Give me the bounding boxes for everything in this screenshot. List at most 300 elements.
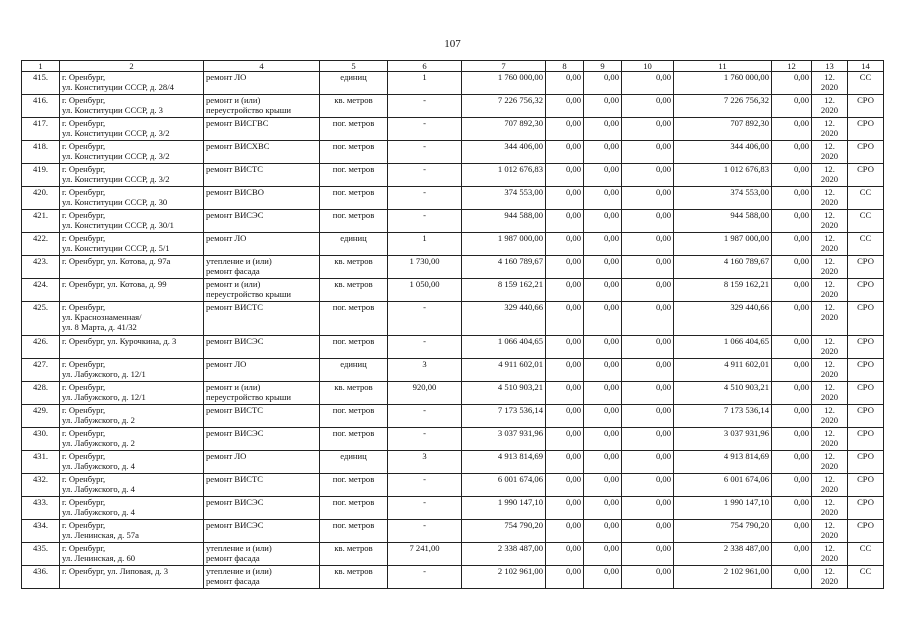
amount-cell: 0,00 [622,72,674,95]
amount-cell: 0,00 [584,451,622,474]
fund-amount-cell: 4 911 602,01 [674,359,772,382]
unit-cell: кв. метров [320,543,388,566]
column-header: 10 [622,61,674,72]
unit-cell: пог. метров [320,405,388,428]
term-cell [812,72,848,95]
work-type-cell [204,95,320,118]
amount-cell: 0,00 [584,164,622,187]
row-number-cell: 423. [22,256,60,279]
unit-cell: кв. метров [320,95,388,118]
quantity-cell: 3 [388,451,462,474]
amount-cell: 0,00 [546,187,584,210]
cell-line: 12. [824,336,835,346]
work-type-cell [204,474,320,497]
address-cell [60,428,204,451]
work-type-cell [204,566,320,589]
method-cell: СС [848,566,884,589]
amount-cell: 0,00 [546,279,584,302]
cell-line: г. Оренбург, ул. Липовая, д. 3 [62,566,169,576]
total-cost-cell: 2 338 487,00 [462,543,546,566]
amount-cell: 0,00 [772,233,812,256]
cell-line: 2020 [820,312,839,322]
cell-line: 2020 [820,197,839,207]
row-number-cell: 417. [22,118,60,141]
cell-line: 12. [824,233,835,243]
address-cell [60,302,204,336]
cell-line: 2020 [820,507,839,517]
amount-cell: 0,00 [622,543,674,566]
cell-line: ул. Лабужского, д. 4 [62,507,135,517]
cell-line: ул. Лабужского, д. 12/1 [62,369,146,379]
amount-cell: 0,00 [622,451,674,474]
cell-line: ул. Лабужского, д. 4 [62,461,135,471]
cell-line: ул. Конституции СССР, д. 3 [62,105,163,115]
fund-amount-cell: 3 037 931,96 [674,428,772,451]
term-cell [812,279,848,302]
total-cost-cell: 329 440,66 [462,302,546,336]
work-type-cell [204,405,320,428]
cell-line: 2020 [820,576,839,586]
amount-cell: 0,00 [772,336,812,359]
amount-cell: 0,00 [772,543,812,566]
amount-cell: 0,00 [546,382,584,405]
method-cell: СРО [848,302,884,336]
method-cell: СРО [848,405,884,428]
fund-amount-cell: 374 553,00 [674,187,772,210]
amount-cell: 0,00 [772,95,812,118]
work-type-cell [204,72,320,95]
amount-cell: 0,00 [772,428,812,451]
cell-line: переустройство крыши [206,105,291,115]
total-cost-cell: 2 102 961,00 [462,566,546,589]
total-cost-cell: 8 159 162,21 [462,279,546,302]
cell-line: ремонт ВИСЭС [206,210,264,220]
amount-cell: 0,00 [584,520,622,543]
method-cell: СРО [848,520,884,543]
amount-cell: 0,00 [546,566,584,589]
unit-cell: пог. метров [320,428,388,451]
amount-cell: 0,00 [584,118,622,141]
column-header: 5 [320,61,388,72]
table-row [22,210,884,233]
cell-line: ремонт ЛО [206,451,247,461]
method-cell: СРО [848,428,884,451]
table-row [22,233,884,256]
fund-amount-cell: 4 913 814,69 [674,451,772,474]
column-header: 7 [462,61,546,72]
quantity-cell: - [388,187,462,210]
amount-cell: 0,00 [772,118,812,141]
table-row [22,382,884,405]
term-cell [812,95,848,118]
amount-cell: 0,00 [584,428,622,451]
address-cell [60,141,204,164]
amount-cell: 0,00 [622,405,674,428]
cell-line: 2020 [820,220,839,230]
column-number-header-row [22,61,884,72]
row-number-cell: 436. [22,566,60,589]
cell-line: ремонт и (или) [206,279,261,289]
method-cell: СРО [848,141,884,164]
amount-cell: 0,00 [584,256,622,279]
amount-cell: 0,00 [584,279,622,302]
term-cell [812,302,848,336]
cell-line: ремонт ВИСЭС [206,497,264,507]
fund-amount-cell: 707 892,30 [674,118,772,141]
cell-line: 2020 [820,392,839,402]
fund-amount-cell: 4 160 789,67 [674,256,772,279]
total-cost-cell: 707 892,30 [462,118,546,141]
amount-cell: 0,00 [622,210,674,233]
amount-cell: 0,00 [584,95,622,118]
method-cell: СРО [848,279,884,302]
cell-line: ул. Конституции СССР, д. 3/2 [62,151,170,161]
cell-line: 2020 [820,289,839,299]
address-cell [60,474,204,497]
fund-amount-cell: 7 173 536,14 [674,405,772,428]
cell-line: г. Оренбург, [62,520,106,530]
quantity-cell: 920,00 [388,382,462,405]
amount-cell: 0,00 [546,72,584,95]
cell-line: г. Оренбург, [62,233,106,243]
row-number-cell: 431. [22,451,60,474]
fund-amount-cell: 1 987 000,00 [674,233,772,256]
row-number-cell: 415. [22,72,60,95]
cell-line: утепление и (или) [206,543,272,553]
amount-cell: 0,00 [584,302,622,336]
amount-cell: 0,00 [584,72,622,95]
address-cell [60,382,204,405]
cell-line: ремонт ВИСЭС [206,336,264,346]
address-cell [60,118,204,141]
cell-line: г. Оренбург, [62,405,106,415]
unit-cell: пог. метров [320,520,388,543]
cell-line: ремонт ВИСТС [206,405,264,415]
method-cell: СРО [848,95,884,118]
cell-line: 12. [824,474,835,484]
cell-line: ул. 8 Марта, д. 41/32 [62,322,137,332]
amount-cell: 0,00 [584,382,622,405]
cell-line: 2020 [820,128,839,138]
unit-cell: пог. метров [320,474,388,497]
total-cost-cell: 1 987 000,00 [462,233,546,256]
column-header: 2 [60,61,204,72]
unit-cell: пог. метров [320,141,388,164]
cell-line: ул. Конституции СССР, д. 28/4 [62,82,174,92]
cell-line: ремонт и (или) [206,382,261,392]
cell-line: 12. [824,210,835,220]
address-cell [60,359,204,382]
amount-cell: 0,00 [772,256,812,279]
column-header: 8 [546,61,584,72]
term-cell [812,566,848,589]
amount-cell: 0,00 [622,302,674,336]
row-number-cell: 424. [22,279,60,302]
amount-cell: 0,00 [772,164,812,187]
cell-line: г. Оренбург, [62,497,106,507]
amount-cell: 0,00 [622,520,674,543]
table-row [22,118,884,141]
quantity-cell: 7 241,00 [388,543,462,566]
row-number-cell: 427. [22,359,60,382]
table-row [22,336,884,359]
cell-line: 12. [824,497,835,507]
work-type-cell [204,336,320,359]
unit-cell: пог. метров [320,187,388,210]
total-cost-cell: 3 037 931,96 [462,428,546,451]
table-row [22,474,884,497]
total-cost-cell: 754 790,20 [462,520,546,543]
amount-cell: 0,00 [584,359,622,382]
quantity-cell: - [388,210,462,233]
amount-cell: 0,00 [622,428,674,451]
quantity-cell: 1 [388,233,462,256]
cell-line: 2020 [820,174,839,184]
cell-line: 2020 [820,105,839,115]
cell-line: ул. Конституции СССР, д. 3/2 [62,174,170,184]
amount-cell: 0,00 [584,233,622,256]
fund-amount-cell: 4 510 903,21 [674,382,772,405]
address-cell [60,95,204,118]
amount-cell: 0,00 [584,336,622,359]
amount-cell: 0,00 [584,141,622,164]
quantity-cell: - [388,141,462,164]
cell-line: г. Оренбург, [62,187,106,197]
address-cell [60,72,204,95]
page-number: 107 [444,38,461,50]
address-cell [60,543,204,566]
quantity-cell: - [388,95,462,118]
fund-amount-cell: 2 338 487,00 [674,543,772,566]
amount-cell: 0,00 [546,428,584,451]
method-cell: СС [848,187,884,210]
table-row [22,72,884,95]
cell-line: ремонт фасада [206,266,260,276]
row-number-cell: 429. [22,405,60,428]
cell-line: 12. [824,256,835,266]
column-header: 11 [674,61,772,72]
amount-cell: 0,00 [772,405,812,428]
cell-line: ремонт фасада [206,576,260,586]
total-cost-cell: 4 913 814,69 [462,451,546,474]
method-cell: СРО [848,118,884,141]
amount-cell: 0,00 [622,164,674,187]
cell-line: ул. Лабужского, д. 2 [62,438,135,448]
amount-cell: 0,00 [584,566,622,589]
amount-cell: 0,00 [546,474,584,497]
cell-line: ремонт ВИСТС [206,302,264,312]
row-number-cell: 422. [22,233,60,256]
method-cell: СРО [848,359,884,382]
total-cost-cell: 1 066 404,65 [462,336,546,359]
cell-line: 12. [824,543,835,553]
fund-amount-cell: 344 406,00 [674,141,772,164]
cell-line: 2020 [820,484,839,494]
column-header: 13 [812,61,848,72]
work-type-cell [204,210,320,233]
row-number-cell: 430. [22,428,60,451]
cell-line: 12. [824,428,835,438]
fund-amount-cell: 2 102 961,00 [674,566,772,589]
cell-line: ул. Лабужского, д. 2 [62,415,135,425]
total-cost-cell: 6 001 674,06 [462,474,546,497]
amount-cell: 0,00 [622,95,674,118]
amount-cell: 0,00 [772,382,812,405]
unit-cell: кв. метров [320,566,388,589]
cell-line: ремонт фасада [206,553,260,563]
cell-line: 12. [824,141,835,151]
term-cell [812,451,848,474]
amount-cell: 0,00 [772,141,812,164]
method-cell: СС [848,543,884,566]
address-cell [60,256,204,279]
cell-line: ремонт ВИСТС [206,474,264,484]
table-row [22,279,884,302]
cell-line: ул. Краснознаменная/ [62,312,142,322]
unit-cell: единиц [320,233,388,256]
cell-line: ремонт ВИСЭС [206,428,264,438]
method-cell: СРО [848,497,884,520]
cell-line: 2020 [820,438,839,448]
work-type-cell [204,497,320,520]
unit-cell: единиц [320,359,388,382]
term-cell [812,164,848,187]
address-cell [60,566,204,589]
amount-cell: 0,00 [622,118,674,141]
quantity-cell: 3 [388,359,462,382]
amount-cell: 0,00 [622,256,674,279]
work-type-cell [204,279,320,302]
work-type-cell [204,543,320,566]
quantity-cell: - [388,566,462,589]
unit-cell: единиц [320,72,388,95]
total-cost-cell: 4 160 789,67 [462,256,546,279]
quantity-cell: - [388,428,462,451]
work-type-cell [204,382,320,405]
cell-line: ремонт ВИСХВС [206,141,270,151]
quantity-cell: - [388,497,462,520]
amount-cell: 0,00 [546,210,584,233]
unit-cell: кв. метров [320,382,388,405]
term-cell [812,405,848,428]
amount-cell: 0,00 [584,543,622,566]
work-type-cell [204,118,320,141]
cell-line: ремонт и (или) [206,95,261,105]
table-row [22,256,884,279]
column-header: 6 [388,61,462,72]
row-number-cell: 416. [22,95,60,118]
amount-cell: 0,00 [546,95,584,118]
cell-line: г. Оренбург, [62,72,106,82]
fund-amount-cell: 1 066 404,65 [674,336,772,359]
cell-line: г. Оренбург, [62,543,106,553]
cell-line: 12. [824,520,835,530]
table-row [22,187,884,210]
cell-line: 2020 [820,243,839,253]
column-header: 9 [584,61,622,72]
cell-line: 12. [824,95,835,105]
quantity-cell: - [388,520,462,543]
row-number-cell: 426. [22,336,60,359]
fund-amount-cell: 329 440,66 [674,302,772,336]
fund-amount-cell: 1 760 000,00 [674,72,772,95]
unit-cell: единиц [320,451,388,474]
row-number-cell: 433. [22,497,60,520]
amount-cell: 0,00 [546,497,584,520]
quantity-cell: 1 730,00 [388,256,462,279]
work-type-cell [204,428,320,451]
amount-cell: 0,00 [772,474,812,497]
fund-amount-cell: 1 012 676,83 [674,164,772,187]
unit-cell: пог. метров [320,497,388,520]
term-cell [812,520,848,543]
table-row [22,405,884,428]
quantity-cell: - [388,302,462,336]
table-row [22,302,884,336]
amount-cell: 0,00 [622,336,674,359]
term-cell [812,118,848,141]
quantity-cell: - [388,118,462,141]
table-row [22,95,884,118]
address-cell [60,336,204,359]
row-number-cell: 434. [22,520,60,543]
work-type-cell [204,359,320,382]
table-body [22,72,884,589]
amount-cell: 0,00 [772,302,812,336]
address-cell [60,164,204,187]
address-cell [60,187,204,210]
cell-line: переустройство крыши [206,289,291,299]
table-row [22,141,884,164]
method-cell: СРО [848,451,884,474]
cell-line: утепление и (или) [206,256,272,266]
fund-amount-cell: 8 159 162,21 [674,279,772,302]
term-cell [812,210,848,233]
term-cell [812,543,848,566]
cell-line: ул. Ленинская, д. 57а [62,530,139,540]
cell-line: ремонт ВИСТС [206,164,264,174]
method-cell: СС [848,210,884,233]
table-row [22,359,884,382]
address-cell [60,233,204,256]
method-cell: СС [848,72,884,95]
total-cost-cell: 944 588,00 [462,210,546,233]
total-cost-cell: 7 226 756,32 [462,95,546,118]
term-cell [812,474,848,497]
cell-line: г. Оренбург, [62,428,106,438]
cell-line: 12. [824,72,835,82]
unit-cell: пог. метров [320,164,388,187]
amount-cell: 0,00 [584,210,622,233]
table-row [22,520,884,543]
cell-line: 2020 [820,415,839,425]
amount-cell: 0,00 [546,118,584,141]
cell-line: г. Оренбург, [62,451,106,461]
amount-cell: 0,00 [546,256,584,279]
amount-cell: 0,00 [546,233,584,256]
cell-line: ремонт ЛО [206,359,247,369]
unit-cell: пог. метров [320,336,388,359]
method-cell: СРО [848,336,884,359]
column-header: 1 [22,61,60,72]
unit-cell: пог. метров [320,118,388,141]
cell-line: 2020 [820,530,839,540]
cell-line: ул. Конституции СССР, д. 30 [62,197,168,207]
amount-cell: 0,00 [546,451,584,474]
row-number-cell: 420. [22,187,60,210]
amount-cell: 0,00 [546,302,584,336]
method-cell: СРО [848,474,884,497]
